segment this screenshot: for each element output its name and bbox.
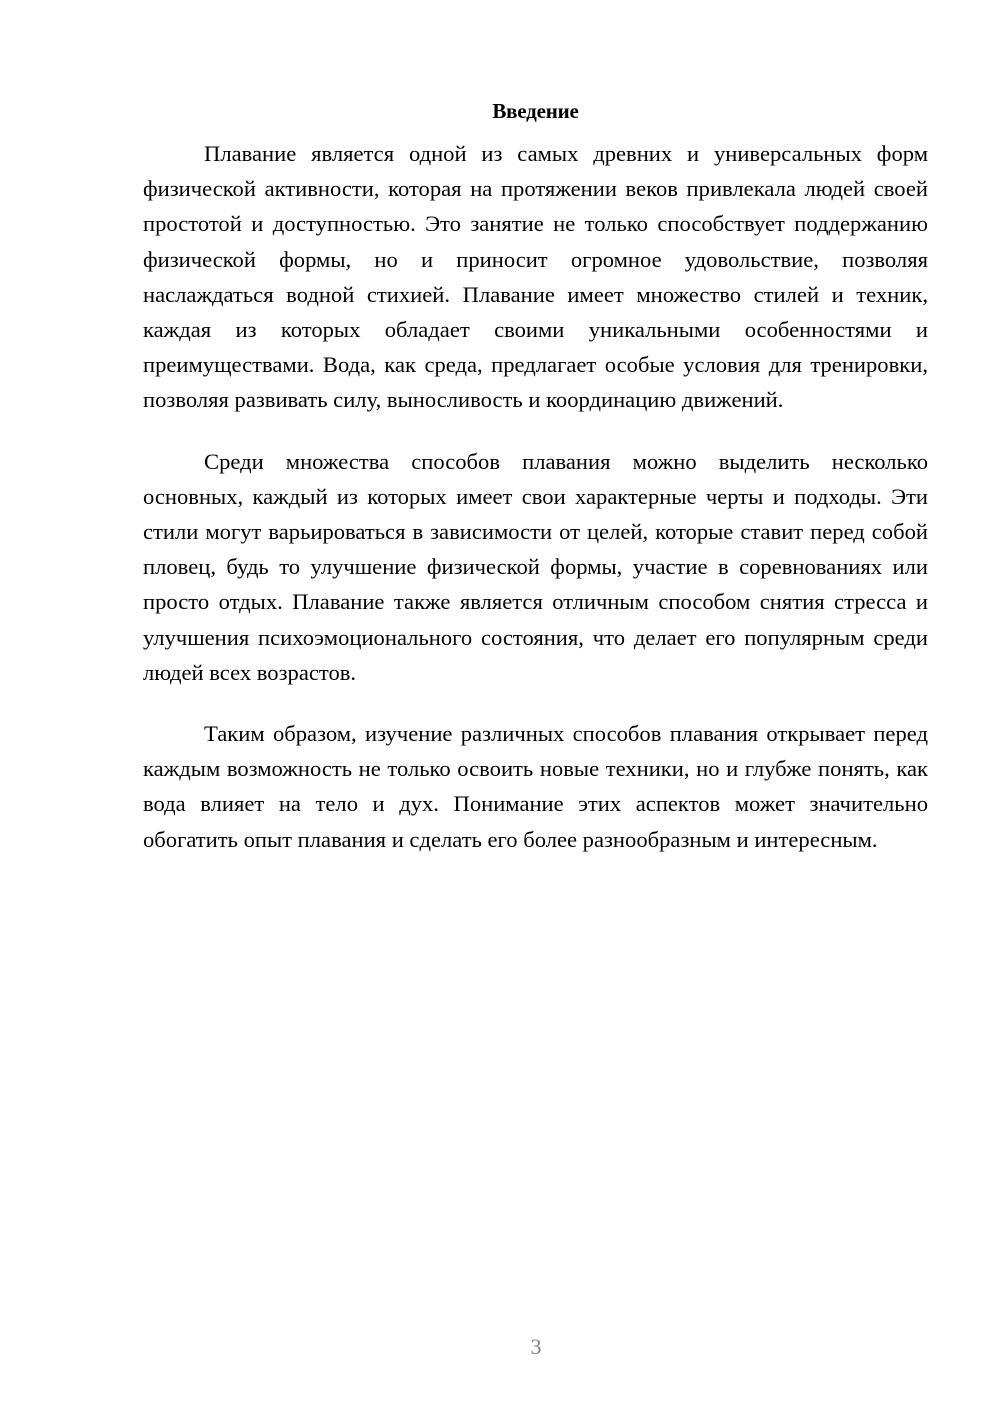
page-number: 3 [530, 1334, 542, 1359]
paragraph-3: Таким образом, изучение различных способов плавания открывает перед каждым возможность не только освоить новые техники, но и глубже понять, как вода влияет на тело и дух. Понимание этих аспектов может значительно обогатить опыт плавания и сделать его более разнообразным и интересным. [143, 721, 928, 852]
paragraph-2: Среди множества способов плавания можно выделить несколько основных, каждый из которых имеет свои характерные черты и подходы. Эти стили могут варьироваться в зависимости от целей, которые ставит перед собой пловец, будь то улучшение физической формы, участие в соревнованиях или просто отдых. Плавание также является отличным способом снятия стресса и улучшения психоэмоционального состояния, что делает его популярным среди людей всех возрастов. [143, 448, 928, 685]
section-heading: Введение [492, 99, 579, 123]
page-content [143, 96, 928, 883]
paragraph-1: Плавание является одной из самых древних и универсальных форм физической активности, которая на протяжении веков привлекала людей своей простотой и доступностью. Это занятие не только способствует поддержанию физической формы, но и приносит огромное удовольствие, позволяя наслаждаться водной стихией. Плавание имеет множество стилей и техник, каждая из которых обладает своими уникальными особенностями и преимуществами. Вода, как среда, предлагает особые условия для тренировки, позволяя развивать силу, выносливость и координацию движений. [143, 141, 928, 413]
